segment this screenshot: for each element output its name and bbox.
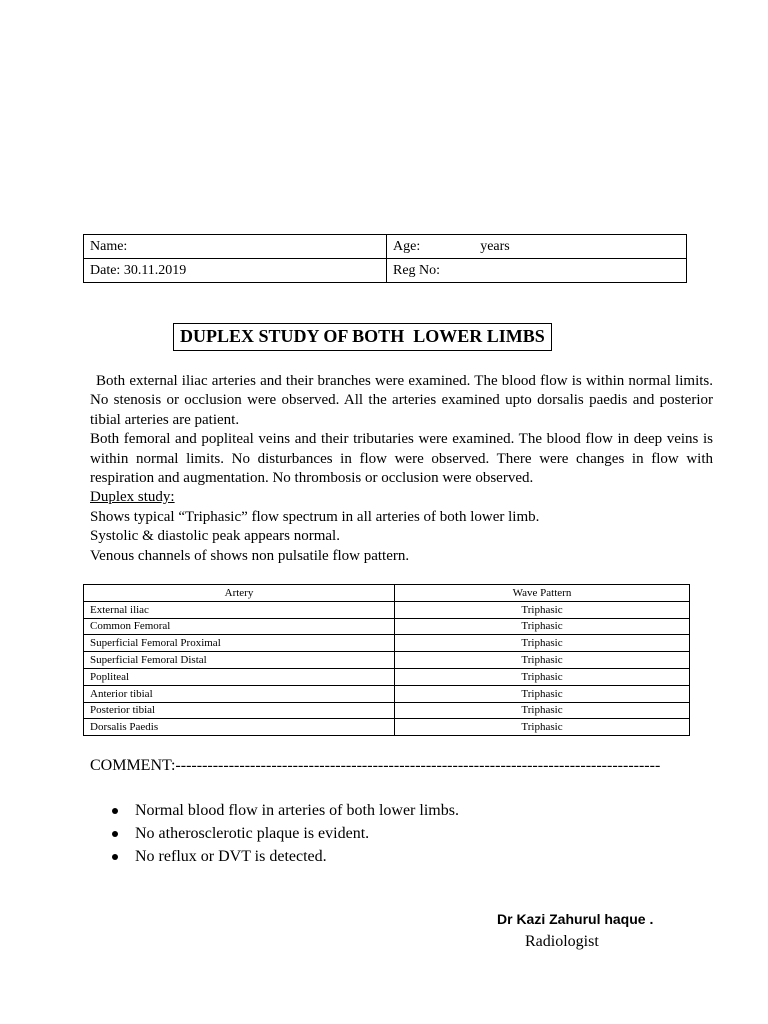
patient-info-row — [84, 259, 687, 283]
bullet-icon — [112, 808, 118, 814]
table-row — [84, 668, 690, 685]
patient-info-table — [83, 234, 687, 283]
conclusion-text: No atherosclerotic plaque is evident. — [135, 825, 370, 842]
reg-cell — [387, 259, 687, 283]
signatory-name: Dr Kazi Zahurul haque . — [497, 911, 654, 927]
wave-pattern: Triphasic — [395, 685, 690, 702]
wave-pattern: Triphasic — [395, 702, 690, 719]
age-label: Age: — [393, 238, 421, 254]
table-row — [84, 618, 690, 635]
table-row — [84, 601, 690, 618]
conclusion-text: Normal blood flow in arteries of both lower limbs. — [135, 802, 459, 819]
artery-name: Superficial Femoral Distal — [84, 652, 395, 669]
table-row — [84, 702, 690, 719]
list-item — [112, 822, 459, 845]
duplex-study-heading: Duplex study: — [90, 489, 175, 506]
bullet-icon — [112, 831, 118, 837]
table-row — [84, 719, 690, 736]
reg-label: Reg No: — [393, 262, 441, 278]
name-label: Name: — [90, 238, 128, 254]
artery-name: Superficial Femoral Proximal — [84, 635, 395, 652]
list-item — [112, 845, 459, 868]
artery-name: Popliteal — [84, 668, 395, 685]
date-label: Date: 30.11.2019 — [90, 262, 187, 278]
name-cell — [84, 235, 387, 259]
duplex-line-1: Shows typical “Triphasic” flow spectrum in all arteries of both lower limb. — [90, 508, 540, 525]
artery-name: Anterior tibial — [84, 685, 395, 702]
wave-column-header: Wave Pattern — [395, 585, 690, 602]
age-unit: years — [480, 238, 510, 254]
wave-pattern: Triphasic — [395, 652, 690, 669]
date-cell — [84, 259, 387, 283]
age-cell — [387, 235, 687, 259]
conclusion-list — [112, 799, 459, 868]
artery-column-header: Artery — [84, 585, 395, 602]
wave-pattern: Triphasic — [395, 635, 690, 652]
list-item — [112, 799, 459, 822]
duplex-line-3: Venous channels of shows non pulsatile flow pattern. — [90, 547, 410, 564]
findings-section — [90, 372, 713, 566]
bullet-icon — [112, 854, 118, 860]
patient-info-row — [84, 235, 687, 259]
table-row — [84, 652, 690, 669]
artery-name: External iliac — [84, 601, 395, 618]
wave-pattern: Triphasic — [395, 618, 690, 635]
report-title: DUPLEX STUDY OF BOTH LOWER LIMBS — [173, 323, 552, 351]
duplex-line-2: Systolic & diastolic peak appears normal. — [90, 528, 340, 545]
artery-name: Dorsalis Paedis — [84, 719, 395, 736]
venous-findings-paragraph: Both femoral and popliteal veins and their tributaries were examined. The blood flow in deep veins is within normal limits. No disturbances in flow were observed. There were changes in flow with respiration and augmentation. No thrombosis or occlusion were observed. — [90, 431, 713, 487]
artery-name: Posterior tibial — [84, 702, 395, 719]
wave-pattern: Triphasic — [395, 601, 690, 618]
arterial-findings-paragraph: Both external iliac arteries and their branches were examined. The blood flow is within normal limits. No stenosis or occlusion were observed. All the arteries examined upto dorsalis paedis and posterior tibial arteries are patient. — [90, 373, 713, 428]
wave-pattern: Triphasic — [395, 719, 690, 736]
wave-pattern: Triphasic — [395, 668, 690, 685]
table-row — [84, 635, 690, 652]
signatory-role: Radiologist — [525, 933, 599, 950]
artery-table-header-row — [84, 585, 690, 602]
artery-name: Common Femoral — [84, 618, 395, 635]
table-row — [84, 685, 690, 702]
conclusion-text: No reflux or DVT is detected. — [135, 848, 327, 865]
comment-heading: COMMENT:------------------------------------------------------------------------------------------- — [90, 757, 661, 774]
artery-wave-table — [83, 584, 690, 736]
